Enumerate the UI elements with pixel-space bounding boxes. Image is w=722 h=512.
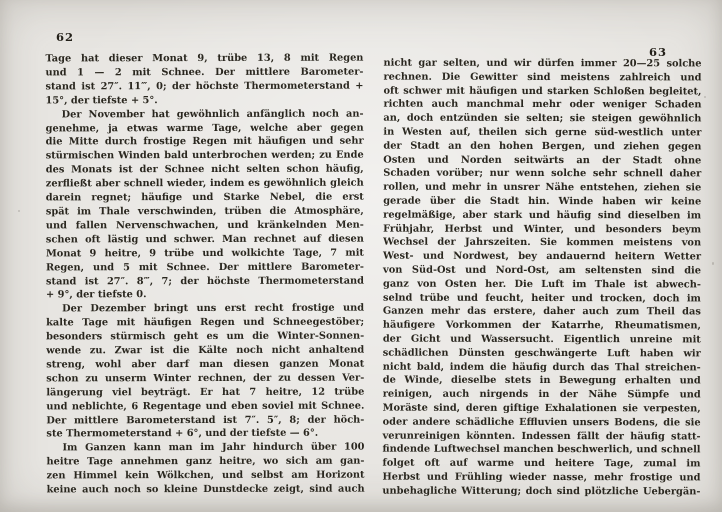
text-line: der Stadt an den hohen Bergen, und ziehen gegen — [383, 140, 702, 153]
text-line: ganz von Osten her. Die Luft im Thale ist abwech- — [382, 278, 701, 291]
text-line: Ganzen mehr das erstere, daher auch zum Theil das — [382, 305, 701, 318]
text-line: oder andere schädliche Effluvien unsers Bodens, die sie — [382, 416, 701, 429]
text-line: + 9°, der tiefste 0. — [46, 289, 147, 301]
text-line: folget oft auf warme und heitere Tage, zumal im — [382, 457, 701, 470]
text-line: stand ist 27″. 8‴, 7; der höchste Thermometerstand — [46, 275, 365, 287]
text-line: genehme, ja etwas warme Tage, welche aber gegen — [45, 122, 364, 134]
text-line: längerung viel beyträgt. Er hat 7 heitre, 12 trübe — [46, 386, 365, 399]
text-line: in Westen auf, theilen sich gerne süd-westlich unter — [383, 126, 702, 139]
text-line: Wechsel der Jahrszeiten. Sie kommen meistens von — [383, 236, 702, 249]
text-line: schen oft lästig und schwer. Man rechnet auf diesen — [45, 233, 364, 246]
left-page-text — [45, 52, 364, 498]
text-line: Moräste sind, deren giftige Exhalationen sie verpesten, — [382, 402, 701, 415]
text-line: Tage hat dieser Monat 9, trübe 13, 8 mit Regen — [45, 52, 364, 65]
text-line: 15°, der tiefste + 5°. — [45, 94, 158, 107]
text-line: und 1 — 2 mit Schnee. Der mittlere Barometer- — [45, 66, 364, 79]
text-line: Frühjahr, Herbst und Winter, und besonders beym — [383, 223, 702, 235]
text-line: rollen, und mehr in unsrer Nähe entstehen, ziehen sie — [383, 181, 702, 194]
text-line: Monat 9 heitre, 9 trübe und wolkichte Tage, 7 mit — [45, 247, 364, 260]
text-line: kalte Tage mit häufigen Regen und Schneegestöber; — [46, 316, 365, 329]
text-line: stand ist 27″. 11‴, 0; der höchste Thermometerstand + — [45, 80, 364, 93]
text-line: de Winde, dieselbe stets in Bewegung erhalten und — [382, 374, 701, 387]
scan-speck — [712, 262, 714, 265]
text-line: verunreinigen könnten. Indessen fällt der häufig statt- — [382, 430, 701, 442]
text-line: Herbst und Frühling wieder nasse, mehr frostige und — [382, 471, 701, 484]
text-line: keine auch noch so kleine Dunstdecke zeigt, sind auch — [46, 483, 365, 496]
text-line: zen Himmel kein Wölkchen, und selbst am Horizont — [46, 469, 365, 482]
text-line: und neblichte, 6 Regentage und eben soviel mit Schnee. — [46, 400, 365, 413]
page-number-left: 62 — [56, 30, 75, 44]
text-line: wende zu. Zwar ist die Kälte noch nicht anhaltend — [46, 344, 365, 357]
text-line: Osten und Norden seitwärts an der Stadt ohne — [383, 154, 702, 166]
text-line: häufigere Vorkommen der Katarrhe, Rheumatismen, — [382, 319, 701, 332]
scan-speck — [18, 210, 20, 212]
scan-speck — [362, 446, 364, 448]
text-line: an, doch entzünden sie selten; sie steigen gewöhnlich — [383, 112, 702, 125]
text-line: schon zu unserm Winter rechnen, der zu dessen Ver- — [46, 372, 365, 385]
text-line: findende Luftwechsel manchen beschwerlich, und schnell — [382, 443, 701, 456]
text-line: darein regnet; häufige und Starke Nebel, die erst — [45, 191, 364, 204]
text-line: stürmischen Winden bald unterbrochen werden; zu Ende — [45, 149, 364, 162]
text-line: Schaden vorüber; nur wenn solche sehr schnell daher — [383, 167, 702, 180]
text-line: schädlichen Dünsten geschwängerte Luft haben wir — [382, 347, 701, 360]
text-line: Im Ganzen kann man im Jahr hindurch über 100 — [62, 441, 365, 454]
text-line: heitre Tage annehmen ganz heitre, wo sich am gan- — [46, 455, 365, 468]
text-line: nicht bald, indem die häufig durch das Thal streichen- — [382, 361, 701, 373]
text-line: ste Thermometerstand + 6°, und der tiefste — 6°. — [46, 428, 319, 440]
text-line: von Süd-Ost und Nord-Ost, am seltensten sind die — [383, 264, 702, 277]
text-line: gerade über die Stadt hin. Winde haben wir keine — [383, 195, 702, 208]
text-line: und fallen Nervenschwachen, und kränkelnden Men- — [45, 219, 364, 232]
text-line: richten auch manchmal mehr oder weniger Schaden — [383, 98, 702, 111]
text-line: Der Dezember bringt uns erst recht frostige und — [62, 302, 365, 315]
text-line: streng, wohl aber darf man diesen ganzen Monat — [46, 358, 365, 371]
text-line: regelmäßige, aber stark und häufig sind dieselben im — [383, 209, 702, 222]
text-line: selnd trübe und feucht, heiter und trocken, doch im — [382, 292, 701, 304]
text-line: Regen, und 5 mit Schnee. Der mittlere Barometer- — [45, 261, 364, 274]
text-line: Der mittlere Barometerstand ist 7″. 5″, 8; der höch- — [46, 414, 365, 426]
scan-speck — [704, 96, 706, 98]
text-line: zerfließt aber schnell wieder, indem es gewöhnlich gleich — [45, 177, 364, 190]
text-line: spät im Thale verschwinden, trüben die Atmosphäre, — [45, 205, 364, 218]
text-line: West- und Nordwest, bey andauernd heitern Wetter — [383, 250, 702, 263]
text-line: reinigen, auch nirgends in der Nähe Sümpfe und — [382, 388, 701, 401]
text-line: besonders stürmisch geht es um die Winter-Sonnen- — [46, 330, 365, 343]
text-line: die Mitte durch frostige Regen mit häufigen und sehr — [45, 136, 364, 148]
text-line: des Monats ist der Schnee nicht selten schon häufig, — [45, 163, 364, 176]
right-page-text — [382, 57, 701, 499]
text-line: nicht gar selten, und wir dürfen immer 20—25 solche — [383, 57, 702, 70]
scan-speck — [690, 418, 692, 420]
page-number-right: 63 — [649, 45, 668, 59]
text-line: unbehagliche Witterung; doch sind plötzliche Uebergän- — [382, 485, 701, 498]
text-line: rechnen. Die Gewitter sind meistens zahlreich und — [383, 71, 702, 84]
text-line: der Gicht und Wassersucht. Eigentlich unreine mit — [382, 333, 701, 346]
text-line: Der November hat gewöhnlich anfänglich noch an- — [61, 108, 364, 120]
text-line: oft schwer mit häufigen und starken Schloßen begleitet, — [383, 85, 702, 98]
